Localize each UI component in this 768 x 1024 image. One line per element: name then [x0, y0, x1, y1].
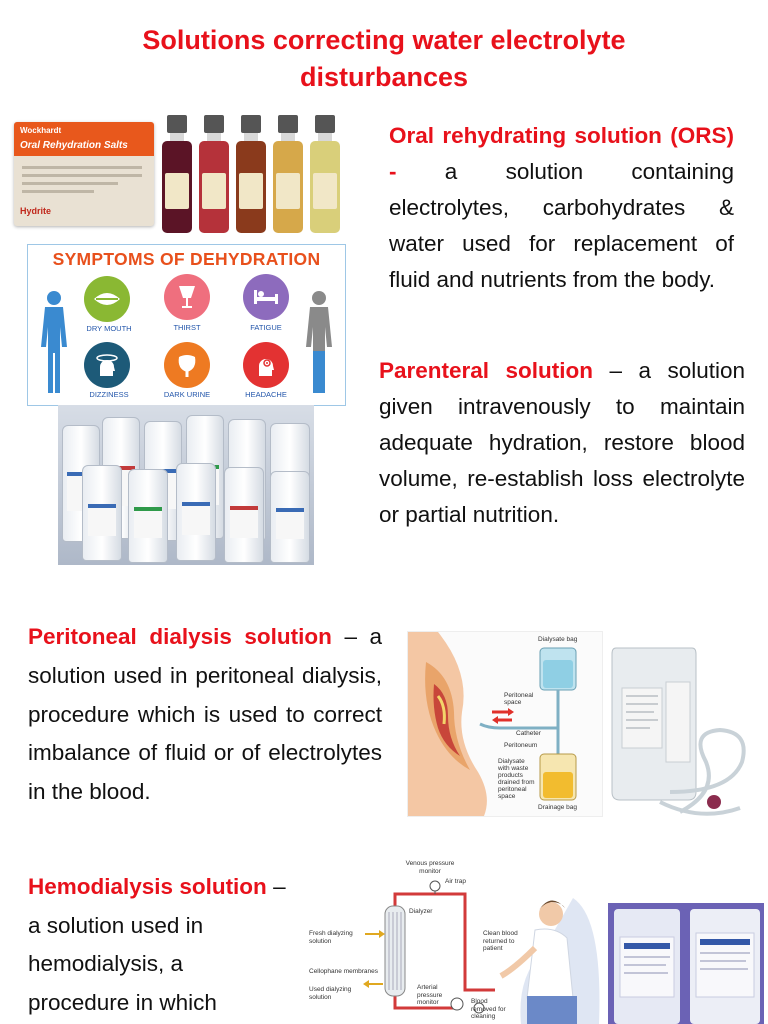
hemodialysis-term: Hemodialysis solution	[28, 874, 267, 899]
parenteral-text: – a solution given intravenously to maintain adequate hydration, restore blood volume, re-establish loss electrolyte or partial nutrition.	[379, 358, 745, 527]
bladder-icon	[164, 342, 210, 388]
hd-label-dialyzer: Dialyzer	[409, 908, 433, 915]
pd-label-drainage-bag: Drainage bag	[538, 804, 578, 811]
ors-term: Oral rehydrating solution (ORS) -	[389, 123, 734, 184]
bottle-4	[273, 115, 303, 233]
hd-label-venous-monitor: Venous pressure monitor	[405, 860, 455, 875]
symptom-label-dizziness: DIZZINESS	[89, 390, 129, 399]
hemodialysis-diagram	[305, 858, 603, 1024]
glass-icon	[164, 274, 210, 320]
symptom-label-fatigue: FATIGUE	[250, 323, 282, 332]
body-figure-right-icon	[301, 289, 337, 397]
hd-label-arterial: Arterial pressure monitor	[417, 984, 443, 1006]
ors-packet-brand: Wockhardt	[20, 126, 62, 135]
hemodialysis-solution-image	[608, 903, 764, 1024]
lips-icon	[84, 276, 130, 322]
pd-label-peritoneum: Peritoneum	[504, 742, 538, 749]
bottle-2	[199, 115, 229, 233]
ors-packet-subname: Hydrite	[20, 206, 52, 216]
ors-text: a solution containing electrolytes, carbohydrates & water used for replacement of fluid and nutrients from the body.	[389, 159, 734, 292]
page-title	[0, 22, 768, 96]
hd-label-air-trap: Air trap	[445, 878, 466, 885]
peritoneal-bag-image	[610, 642, 752, 824]
hd-label-clean-blood: Clean blood returned to patient	[483, 930, 518, 952]
dizzy-head-icon	[84, 342, 130, 388]
body-figure-left-icon	[36, 289, 72, 397]
pd-label-dialysate-bag: Dialysate bag	[538, 636, 578, 643]
peritoneal-text: – a solution used in peritoneal dialysis, procedure which is used to correct imbalance of fluid or of electrolytes in the blood.	[28, 624, 383, 805]
headache-icon	[243, 342, 289, 388]
hd-label-cellophane: Cellophane membranes	[309, 968, 379, 975]
peritoneal-paragraph	[28, 618, 382, 812]
pd-label-catheter: Catheter	[516, 730, 541, 737]
pd-label-peritoneal-space: Peritoneal space	[504, 692, 534, 706]
pd-label-waste-note: Dialysate with waste products drained from peritoneal space	[498, 758, 535, 800]
iv-bottles-image	[58, 405, 314, 565]
ors-packet-name: Oral Rehydration Salts	[20, 140, 128, 151]
bottle-3	[236, 115, 266, 233]
symptom-label-thirst: THIRST	[173, 323, 201, 332]
hd-label-blood-removed: Blood removed for cleaning	[471, 998, 506, 1020]
hd-label-used: Used dialyzing solution	[309, 986, 352, 1001]
parenteral-term: Parenteral solution	[379, 358, 594, 383]
ors-packet-image	[14, 122, 154, 226]
hd-label-fresh: Fresh dialyzing solution	[309, 930, 353, 945]
ors-paragraph	[389, 118, 734, 298]
bed-icon	[243, 274, 289, 320]
peritoneal-term: Peritoneal dialysis solution	[28, 624, 332, 649]
hemodialysis-paragraph	[28, 868, 290, 1022]
symptom-label-dark-urine: DARK URINE	[163, 390, 211, 399]
symptoms-panel	[27, 244, 346, 406]
bottle-1	[162, 115, 192, 233]
symptom-label-dry-mouth: DRY MOUTH	[86, 324, 132, 333]
title-line-2: disturbances	[299, 62, 469, 92]
title-line-1: Solutions correcting water electrolyte	[142, 25, 626, 55]
hemodialysis-text: – a solution used in hemodialysis, a procedure in which	[28, 874, 286, 1015]
parenteral-paragraph	[379, 353, 745, 533]
peritoneal-dialysis-diagram	[407, 631, 603, 817]
symptom-label-headache: HEADACHE	[245, 390, 287, 399]
bottle-5	[310, 115, 340, 233]
symptoms-heading: SYMPTOMS OF DEHYDRATION	[52, 249, 321, 269]
